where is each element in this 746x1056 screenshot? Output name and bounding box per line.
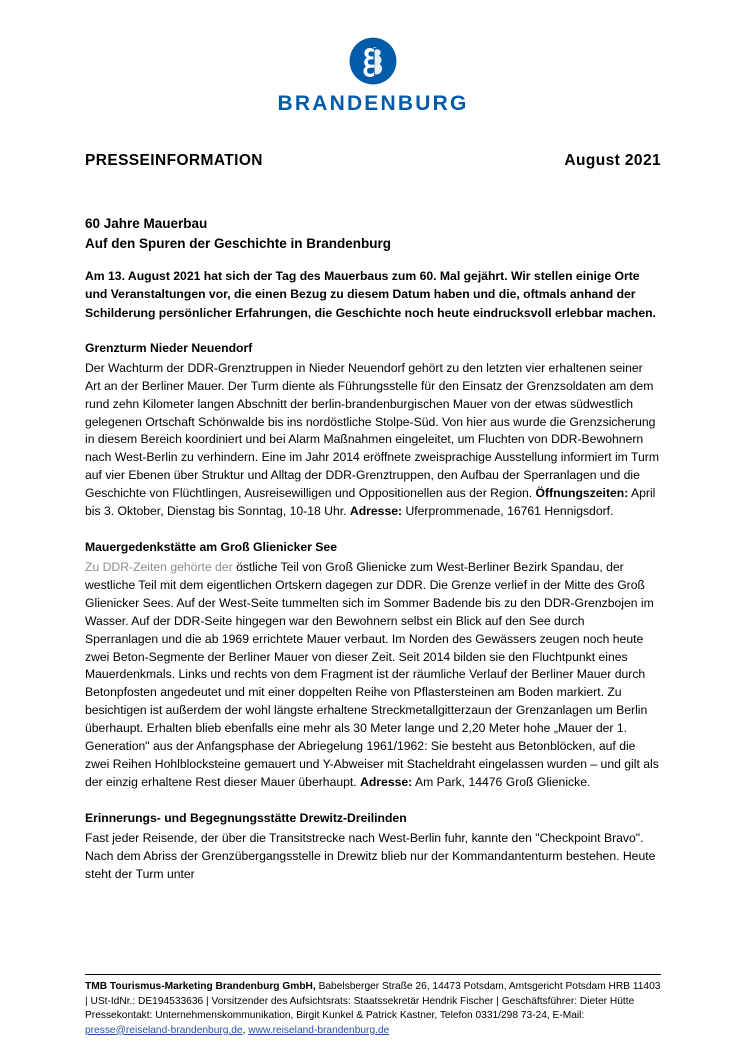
section-greyed-text: Zu DDR-Zeiten gehörte der <box>85 559 237 574</box>
footer <box>85 974 661 1038</box>
footer-company-name: TMB Tourismus-Marketing Brandenburg GmbH, <box>85 981 316 993</box>
section-title: Grenzturm Nieder Neuendorf <box>85 341 253 356</box>
footer-website-link[interactable]: www.reiseland-brandenburg.de <box>248 1024 390 1036</box>
document-date: August 2021 <box>564 152 661 169</box>
section-body: Fast jeder Reisende, der über die Transitstrecke nach West-Berlin fuhr, kannte den "Checkpoint Bravo". Nach dem Abriss der Grenzübergangsstelle in Drewitz blieb nur der Kommandantenturm bestehen. Heute steht der Turm unter <box>85 830 656 881</box>
brand-logo <box>85 0 661 116</box>
footer-text <box>85 980 661 1038</box>
logo-wordmark: BRANDENBURG <box>277 92 469 115</box>
section-body-part-1: östliche Teil von Groß Glienicke zum West-Berliner Bezirk Spandau, der westliche Teil mit dem eigentlichen Ortskern dagegen zur DDR. Die Grenze verlief in der Mitte des Groß Glienicker Sees. Auf der West-Seite tummelten sich im Sommer Badende bis zu den DDR-Grenzbojen im Wasser. Auf der DDR-Seite hingegen war den Bewohnern selbst ein Blick auf den See durch Sperranlagen und die ab 1969 errichtete Mauer verbaut. Im Norden des Gewässers zeugen noch heute zwei Beton-Segmente der Berliner Mauer von dieser Zeit. Seit 2014 bilden sie den Fluchtpunkt eines Mauerdenkmals. Links und rechts von dem Fragment ist der räumliche Verlauf der Berliner Mauer durch Betonpfosten angedeutet und mit einer doppelten Reihe von Pflastersteinen am Boden markiert. Zu besichtigen ist außerdem der wohl längste erhaltene Streckmetallgitterzaun der Grenzanlagen um Berlin überhaupt. Erhalten blieb ebenfalls eine mehr als 30 Meter lange und 2,20 Meter hohe „Mauer der 1. Generation" aus der Anfangsphase der Abriegelung 1961/1962: Sie besteht aus Betonblöcken, auf die zwei Reihen Hohlblocksteine gemauert und Y-Abweiser mit Stacheldraht eingelassen wurden – und gilt als der einzig erhaltene Rest dieser Mauer überhaupt. <box>85 559 659 790</box>
section-grenzturm-nieder-neuendorf <box>85 340 661 521</box>
address-label: Adresse: <box>349 504 403 519</box>
footer-email-link[interactable]: presse@reiseland-brandenburg.de <box>85 1024 243 1036</box>
section-body <box>85 360 661 521</box>
section-body-part-2: April bis 3. Oktober, Dienstag bis Sonntag, 10-18 Uhr. <box>85 486 656 519</box>
section-title: Mauergedenkstätte am Groß Glienicker See <box>85 540 337 555</box>
section-body <box>85 559 661 792</box>
section-erinnerungs-begegnungsstaette-drewitz-dreilinden <box>85 810 661 884</box>
section-body-part-3: Uferprommenade, 16761 Hennigsdorf. <box>402 504 614 519</box>
section-title: Erinnerungs- und Begegnungsstätte Drewitz-Dreilinden <box>85 811 407 826</box>
section-body-part-1: Der Wachturm der DDR-Grenztruppen in Nieder Neuendorf gehört zu den letzten vier erhaltenen seiner Art an der Berliner Mauer. Der Turm diente als Führungsstelle für den Einsatz der Grenzsoldaten am dem rund zehn Kilometer langen Abschnitt der berlin-brandenburgischen Mauer von der etwas südwestlich gelegenen Ortschaft Schönwalde bis ins nordöstliche Stolpe-Süd. Von hier aus wurde die Grenzsicherung in diesem Bereich koordiniert und bei Alarm Maßnahmen eingeleitet, um Fluchten von DDR-Bewohnern nach West-Berlin zu verhindern. Eine im Jahr 2014 eröffnete zweisprachige Ausstellung informiert im Turm auf vier Ebenen über Struktur und Alltag der DDR-Grenztruppen, den Aufbau der Sperranlagen und die Geschichte von Flüchtlingen, Ausreisewilligen und Oppositionellen aus der Region. <box>85 360 659 501</box>
document-header <box>85 152 661 170</box>
footer-details: Babelsberger Straße 26, 14473 Potsdam, Amtsgericht Potsdam HRB 11403 | USt-IdNr.: DE194533636 | Vorsitzender des Aufsichtsrats: Staatssekretär Hendrik Fischer | Geschäftsführer: Dieter Hütte Pressekontakt: Unternehmenskommunikation, Birgit Kunkel & Patrick Kastner, Telefon 0331/298 73-24, E-Mail: <box>85 981 661 1022</box>
address-label: Adresse: <box>360 775 413 790</box>
section-mauergedenkstaette-gross-glienicker-see <box>85 539 661 792</box>
document-type: PRESSEINFORMATION <box>85 152 263 169</box>
section-body-part-2: Am Park, 14476 Groß Glienicke. <box>412 775 591 790</box>
title-line-2: Auf den Spuren der Geschichte in Brandenburg <box>85 235 392 251</box>
footer-divider <box>85 974 661 975</box>
footer-separator: , <box>242 1024 249 1036</box>
brandenburg-eagle-icon <box>348 36 398 86</box>
lead-paragraph: Am 13. August 2021 hat sich der Tag des Mauerbaus zum 60. Mal gejährt. Wir stellen einige Orte und Veranstaltungen vor, die einen Bezug zu diesem Datum haben und die, oftmals anhand der Schilderung persönlicher Erfahrungen, die Geschichte noch heute eindrucksvoll erlebbar machen. <box>85 269 656 320</box>
opening-hours-label: Öffnungszeiten: <box>535 486 629 501</box>
title-line-1: 60 Jahre Mauerbau <box>85 216 208 231</box>
page-title <box>85 214 661 253</box>
